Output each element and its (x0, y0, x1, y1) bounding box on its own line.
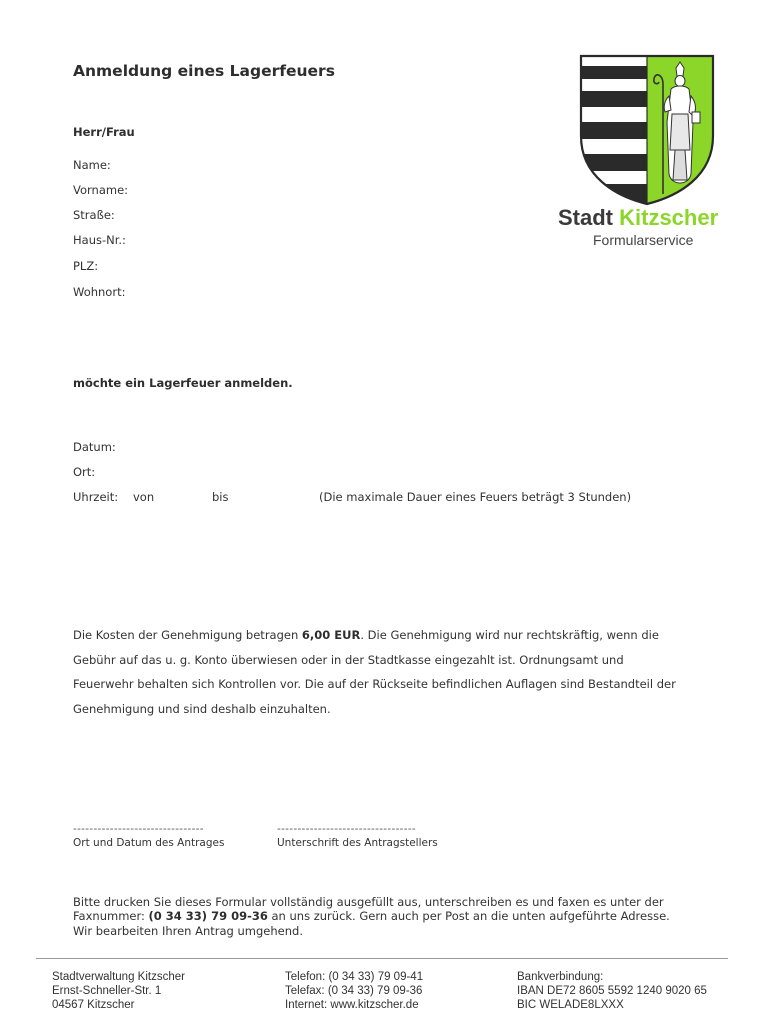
form-title: Anmeldung eines Lagerfeuers (73, 62, 335, 80)
plz-label: PLZ: (73, 259, 99, 273)
cost-text-before: Die Kosten der Genehmigung betragen (73, 628, 302, 642)
cost-paragraph (73, 623, 683, 721)
footer-contact-line: Internet: www.kitzscher.de (285, 999, 419, 1011)
cost-text-after: . Die Genehmigung wird nur rechtskräftig, wenn die Gebühr auf das u. g. Konto überwiesen oder in der Stadtkasse eingezahlt ist. Ordnungsamt und Feuerwehr behalten sich Kontrollen vor. Die auf der Rückseite befindlichen Auflagen sind Bestandteil der Genehmigung und sind deshalb einzuhalten. (73, 628, 676, 716)
brand-subtitle: Formularservice (593, 232, 694, 248)
date-place-label: Ort und Datum des Antrages (73, 837, 225, 849)
vorname-label: Vorname: (73, 183, 129, 197)
footer-address-line: 04567 Kitzscher (52, 999, 135, 1011)
intent-statement: möchte ein Lagerfeuer anmelden. (73, 376, 293, 390)
city-prefix: Stadt (558, 205, 620, 230)
instructions-paragraph (73, 895, 713, 938)
wohnort-label: Wohnort: (73, 285, 126, 299)
footer-bank (517, 970, 707, 1012)
footer-address-line: Ernst-Schneller-Str. 1 (52, 985, 162, 997)
instructions-line-1: Bitte drucken Sie dieses Formular vollständig ausgefüllt aus, unterschreiben es und faxen es unter der (73, 895, 664, 909)
applicant-signature-label: Unterschrift des Antragstellers (277, 837, 438, 849)
applicant-signature-line: ---------------------------------- (277, 823, 417, 835)
von-label: von (133, 490, 155, 504)
datum-label: Datum: (73, 440, 116, 454)
footer-contact-line: Telefon: (0 34 33) 79 09-41 (285, 971, 424, 983)
fax-number: (0 34 33) 79 09-36 (148, 909, 268, 924)
instructions-line-3: Wir bearbeiten Ihren Antrag umgehend. (73, 923, 303, 938)
footer-bank-line: IBAN DE72 8605 5592 1240 9020 65 (517, 985, 707, 997)
fax-prefix: Faxnummer: (73, 909, 149, 924)
uhrzeit-label: Uhrzeit: (73, 490, 119, 504)
hausnr-label: Haus-Nr.: (73, 233, 126, 247)
ort-label: Ort: (73, 465, 96, 479)
footer-address (52, 970, 185, 1012)
footer-bank-line: BIC WELADE8LXXX (517, 999, 624, 1011)
date-signature-line: -------------------------------- (73, 823, 204, 835)
footer-address-line: Stadtverwaltung Kitzscher (52, 971, 185, 983)
bis-label: bis (212, 490, 229, 504)
footer-bank-line: Bankverbindung: (517, 971, 604, 983)
salutation-label: Herr/Frau (73, 125, 135, 139)
coat-of-arms-icon (579, 54, 715, 206)
name-label: Name: (73, 158, 111, 172)
footer-contact (285, 970, 423, 1012)
cost-amount: 6,00 EUR (301, 628, 361, 642)
instructions-line-2 (73, 909, 713, 923)
footer-contact-line: Telefax: (0 34 33) 79 09-36 (285, 985, 423, 997)
duration-note: (Die maximale Dauer eines Feuers beträgt 3 Stunden) (319, 490, 632, 504)
city-brand (558, 205, 718, 231)
city-name: Kitzscher (619, 205, 719, 230)
fax-suffix: an uns zurück. Gern auch per Post an die unten aufgeführte Adresse. (267, 909, 670, 924)
footer-divider (36, 958, 728, 959)
strasse-label: Straße: (73, 208, 115, 222)
